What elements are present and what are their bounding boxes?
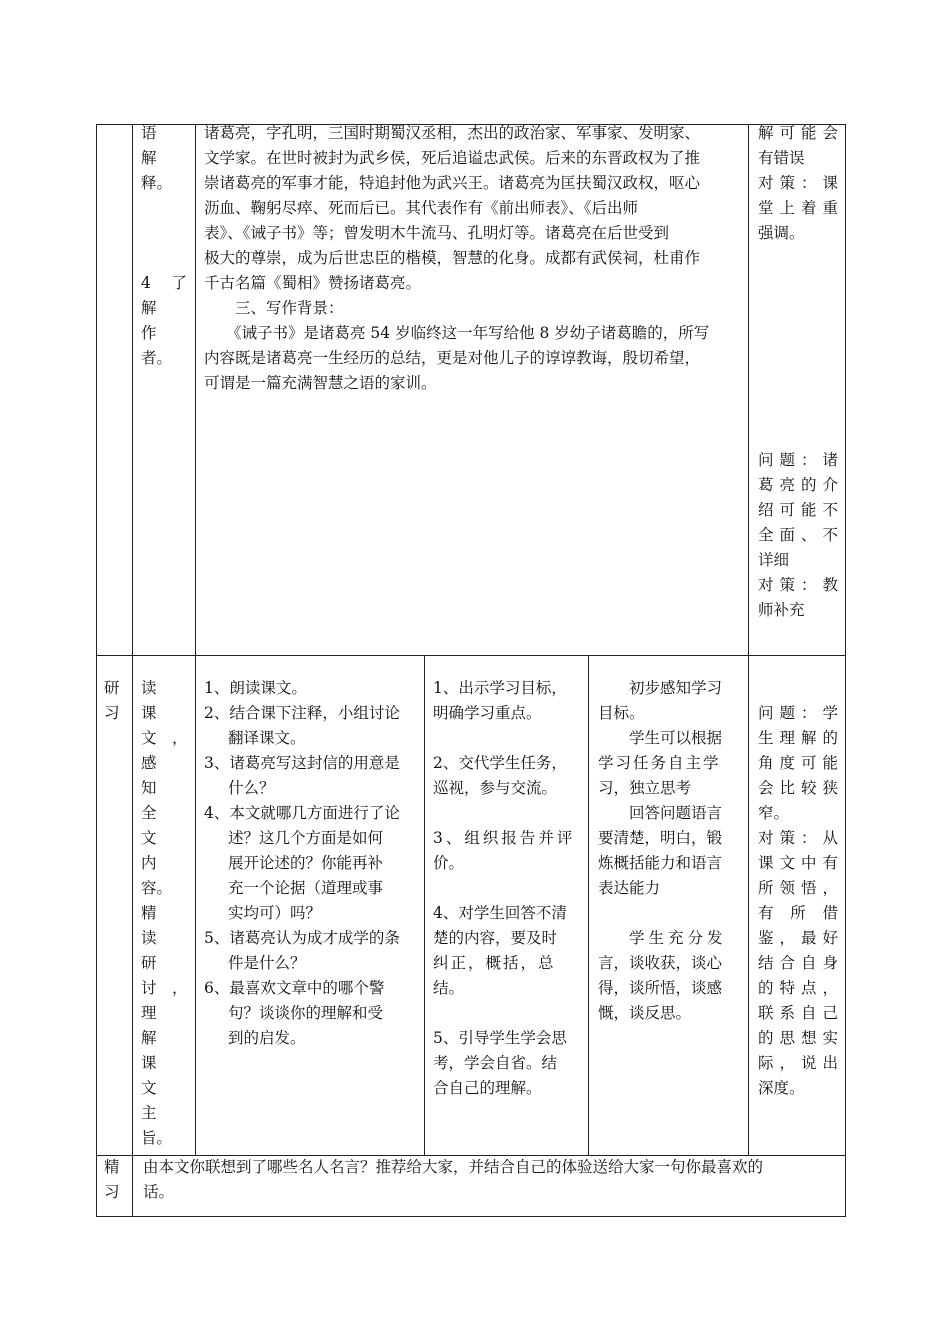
step-text: 讨 ， [141,979,188,997]
col-divider-teacher-student [588,655,589,1156]
question-line: 充一个论据（道理或事 [228,879,384,897]
question-line: 5、诸葛亮认为成才成学的条 [204,929,400,947]
question-line: 述？这几个方面是如何 [228,829,384,847]
background-line: 内容既是诸葛亮一生经历的总结，更是对他儿子的谆谆教诲，殷切希望， [204,349,701,367]
student-activity-line: 炼概括能力和语言 [598,854,723,872]
author-intro-line: 极大的尊崇，成为后世忠臣的楷模，智慧的化身。成都有武侯祠，杜甫作 [204,249,701,267]
step-text: 4 了 [141,274,187,292]
teacher-activity-line: 4、对学生回答不清 [433,904,567,922]
row2-teacher-cell [433,676,583,1101]
note-line: 窄。 [758,804,790,822]
step-text: 语 解 [141,124,173,167]
note-line: 生理解的 [758,729,838,747]
note-line: 的思想实 [758,1029,838,1047]
question-line: 翻译课文。 [228,729,306,747]
teacher-activity-line: 1、出示学习目标， [433,679,567,697]
section-label: 习 [104,1183,120,1201]
step-text: 主 [141,1104,157,1122]
step-text: 读 课 [141,679,173,722]
student-activity-line: 习，独立思考 [598,779,692,797]
teacher-activity-line: 2、交代学生任务， [433,754,567,772]
row1-notes-cell-b [758,448,838,623]
question-line: 到的启发。 [228,1029,306,1047]
question-line: 6、最喜欢文章中的哪个警 [204,979,385,997]
note-line: 全面、不 [758,526,838,544]
note-line: 深度。 [758,1079,805,1097]
step-text: 解 作 [141,299,173,342]
teacher-activity-line: 5、引导学生学会思 [433,1029,567,1047]
step-text: 旨。 [141,1129,173,1147]
note-line: 结合自身 [758,954,838,972]
note-line: 解可能会 [758,124,838,142]
teacher-activity-line: 巡视，参与交流。 [433,779,558,797]
step-text: 感 知 [141,754,173,797]
table-right-border [845,124,846,1217]
section-heading: 三、写作背景： [235,299,344,317]
section-label: 习 [104,704,120,722]
row1-notes-cell [758,121,838,246]
row2-notes-cell [758,701,838,1101]
author-intro-line: 诸葛亮，字孔明，三国时期蜀汉丞相，杰出的政治家、军事家、发明家、 [204,124,701,142]
note-line: 详细 [758,551,790,569]
note-line: 际，说出 [758,1054,838,1072]
question-line: 什么？ [228,779,275,797]
row1-step-cell [141,121,187,371]
row2-content-cell [204,676,420,1051]
note-line: 师补充 [758,601,805,619]
student-activity-line: 初步感知学习 [629,679,723,697]
question-line: 句？谈谈你的理解和受 [228,1004,384,1022]
teacher-activity-line: 明确学习重点。 [433,704,542,722]
author-intro-line: 表》、《诫子书》等；曾发明木牛流马、孔明灯等。诸葛亮在后世受到 [204,224,670,242]
note-line: 绍可能不 [758,501,838,519]
author-intro-line: 崇诸葛亮的军事才能，特追封他为武兴王。诸葛亮为匡扶蜀汉政权，呕心 [204,174,701,192]
note-line: 所领悟， [758,879,838,897]
student-activity-line: 得，谈所悟，谈感 [598,979,723,997]
section-label: 精 [104,1158,120,1176]
col-divider-notes [748,124,749,1156]
note-line: 有 所 借 [758,904,838,922]
step-text: 释。 [141,174,173,192]
step-text: 精 读 [141,904,173,947]
row2-step-cell [141,676,187,1151]
question-line: 件是什么？ [228,954,306,972]
question-line: 实均可）吗？ [228,904,322,922]
row3-section-cell [104,1155,126,1205]
author-intro-line: 沥血、鞠躬尽瘁、死而后已。其代表作有《前出师表》、《后出师 [204,199,639,217]
table-left-border [96,124,97,1217]
author-intro-line: 文学家。在世时被封为武乡侯，死后追谥忠武侯。后来的东晋政权为了推 [204,149,701,167]
step-text: 容。 [141,879,173,897]
student-activity-line: 学生充分发 [629,929,727,947]
student-activity-line: 表达能力 [598,879,661,897]
note-line: 对策：课 [758,174,838,192]
background-line: 可谓是一篇充满智慧之语的家训。 [204,374,437,392]
background-line: 《诫子书》是诸葛亮 54 岁临终这一年写给他 8 岁幼子诸葛瞻的，所写 [226,324,710,342]
step-text: 理 解 [141,1004,173,1047]
row2-section-cell [104,676,126,726]
student-activity-line: 学生可以根据 [629,729,723,747]
note-line: 鉴，最好 [758,929,838,947]
row3-content-cell [143,1155,843,1205]
note-line: 堂上着重 [758,199,838,217]
col-divider-step [195,124,196,1156]
teacher-activity-line: 楚的内容，要及时 [433,929,558,947]
question-line: 4、本文就哪几方面进行了论 [204,804,400,822]
note-line: 问题：诸 [758,451,838,469]
author-intro-line: 千古名篇《蜀相》赞扬诸葛亮。 [204,274,422,292]
teacher-activity-line: 合自己的理解。 [433,1079,542,1097]
row-divider-1 [96,655,846,656]
step-text: 者。 [141,349,173,367]
note-line: 联系自己 [758,1004,838,1022]
student-activity-line: 要清楚，明白，锻 [598,829,723,847]
step-text: 研 [141,954,157,972]
step-text: 文 ， [141,729,188,747]
teacher-activity-line: 价。 [433,854,465,872]
step-text: 课 文 [141,1054,173,1097]
note-line: 会比较狭 [758,779,838,797]
student-activity-line: 回答问题语言 [629,804,723,822]
step-text: 全 文 [141,804,173,847]
col-divider-content-teacher [424,655,425,1156]
exercise-prompt-line: 话。 [143,1183,175,1201]
note-line: 课文中有 [758,854,838,872]
question-line: 1、朗读课文。 [204,679,307,697]
note-line: 角度可能 [758,754,838,772]
note-line: 有错误 [758,149,805,167]
section-label: 研 [104,679,120,697]
teacher-activity-line: 纠正，概括，总 [433,954,556,972]
question-line: 展开论述的？你能再补 [228,854,384,872]
row1-content-cell [204,121,744,396]
note-line: 对策：从 [758,829,838,847]
note-line: 的特点， [758,979,838,997]
step-text: 内 [141,854,157,872]
exercise-prompt-line: 由本文你联想到了哪些名人名言？推荐给大家，并结合自己的体验送给大家一句你最喜欢的 [143,1158,764,1176]
student-activity-line: 目标。 [598,704,645,722]
question-line: 3、诸葛亮写这封信的用意是 [204,754,400,772]
student-activity-line: 慨，谈反思。 [598,1004,692,1022]
teacher-activity-line: 结。 [433,979,465,997]
table-bottom-border [96,1216,846,1217]
question-line: 2、结合课下注释，小组讨论 [204,704,400,722]
teacher-activity-line: 考，学会自省。结 [433,1054,558,1072]
row2-student-cell [598,676,743,1026]
student-activity-line: 学习任务自主学 [598,754,721,772]
note-line: 问题：学 [758,704,838,722]
note-line: 葛亮的介 [758,476,838,494]
note-line: 强调。 [758,224,805,242]
col-divider-section [132,124,133,1217]
student-activity-line: 言，谈收获，谈心 [598,954,723,972]
teacher-activity-line: 3、组织报告并评 [433,829,576,847]
note-line: 对策：教 [758,576,838,594]
